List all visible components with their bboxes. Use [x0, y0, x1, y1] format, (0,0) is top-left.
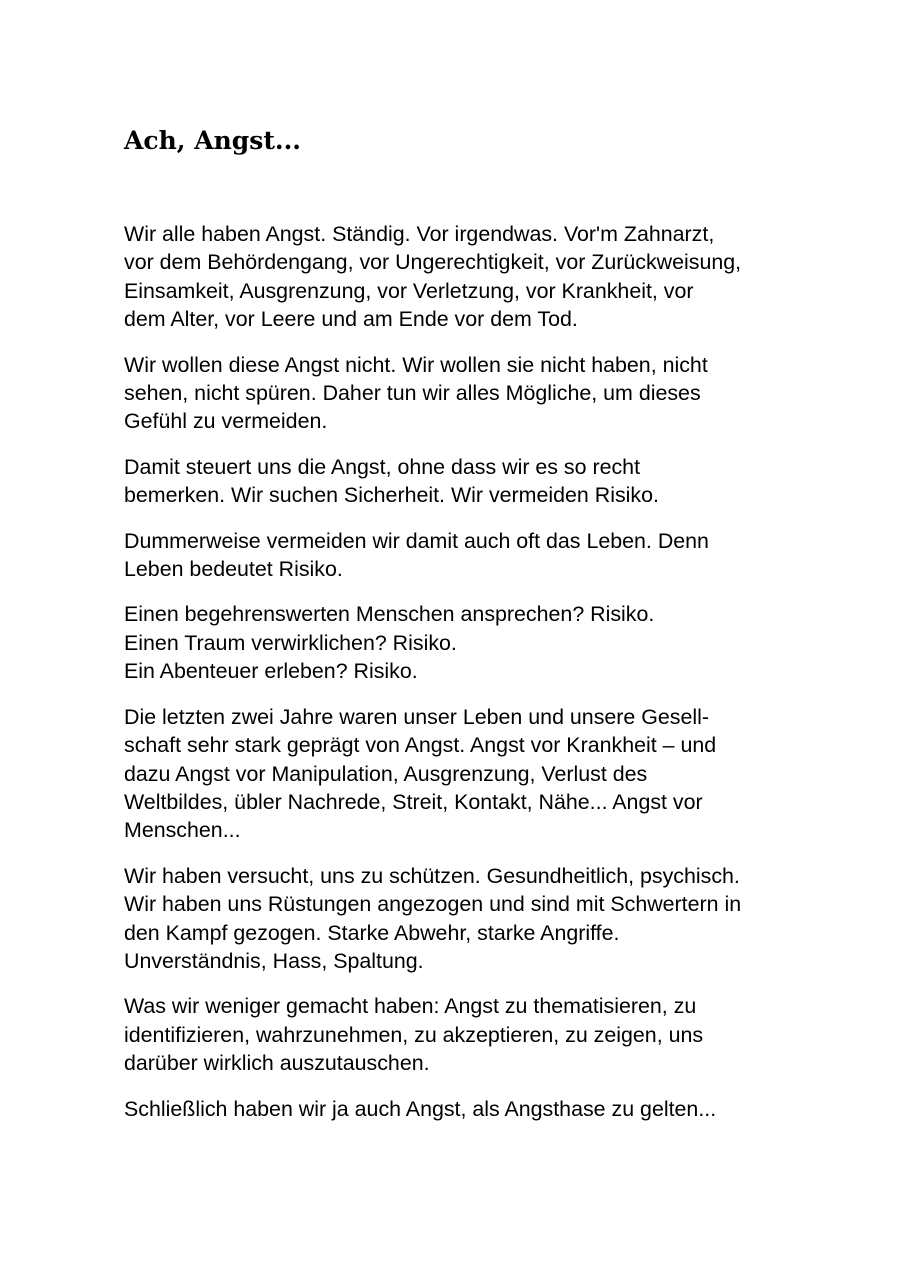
text-line: Wir haben uns Rüstungen angezogen und sind mit Schwertern in: [124, 892, 742, 917]
text-line: Damit steuert uns die Angst, ohne dass wir es so recht: [124, 454, 641, 479]
paragraph-4: [124, 527, 804, 584]
text-line: Weltbildes, übler Nachrede, Streit, Kontakt, Nähe... Angst vor: [124, 789, 703, 814]
text-line: Unverständnis, Hass, Spaltung.: [124, 948, 424, 973]
text-line: identifizieren, wahrzunehmen, zu akzeptieren, zu zeigen, uns: [124, 1022, 704, 1047]
text-line: Einen Traum verwirklichen? Risiko.: [124, 630, 457, 655]
text-line: darüber wirklich auszutauschen.: [124, 1051, 430, 1076]
text-line: Wir haben versucht, uns zu schützen. Gesundheitlich, psychisch.: [124, 863, 740, 888]
paragraph-2: [124, 351, 804, 436]
text-line: Wir alle haben Angst. Ständig. Vor irgendwas. Vor'm Zahnarzt,: [124, 222, 715, 246]
paragraph-9: [124, 1095, 804, 1123]
text-line: schaft sehr stark geprägt von Angst. Angst vor Krankheit – und: [124, 733, 717, 758]
text-line: Einsamkeit, Ausgrenzung, vor Verletzung, vor Krankheit, vor: [124, 278, 694, 303]
paragraph-7: [124, 862, 804, 976]
text-line: sehen, nicht spüren. Daher tun wir alles Mögliche, um dieses: [124, 381, 701, 406]
body-text: [124, 220, 804, 1140]
paragraph-6: [124, 703, 804, 845]
text-line: Was wir weniger gemacht haben: Angst zu thematisieren, zu: [124, 994, 697, 1019]
text-line: Leben bedeutet Risiko.: [124, 557, 343, 582]
paragraph-1: [124, 220, 804, 334]
text-line: Schließlich haben wir ja auch Angst, als Angsthase zu gelten...: [124, 1096, 717, 1121]
text-line: Dummerweise vermeiden wir damit auch oft das Leben. Denn: [124, 528, 709, 553]
paragraph-3: [124, 453, 804, 510]
text-line: den Kampf gezogen. Starke Abwehr, starke Angriffe.: [124, 920, 620, 945]
text-line: dazu Angst vor Manipulation, Ausgrenzung, Verlust des: [124, 761, 648, 786]
text-line: bemerken. Wir suchen Sicherheit. Wir vermeiden Risiko.: [124, 483, 659, 508]
paragraph-5: [124, 600, 804, 685]
text-line: Die letzten zwei Jahre waren unser Leben und unsere Gesell-: [124, 704, 710, 729]
text-line: Gefühl zu vermeiden.: [124, 409, 328, 434]
text-line: Menschen...: [124, 818, 241, 843]
paragraph-8: [124, 992, 804, 1077]
text-line: Ein Abenteuer erleben? Risiko.: [124, 659, 418, 684]
text-line: dem Alter, vor Leere und am Ende vor dem Tod.: [124, 307, 578, 332]
page-title: Ach, Angst...: [124, 126, 301, 155]
text-line: vor dem Behördengang, vor Ungerechtigkeit, vor Zurückweisung,: [124, 250, 742, 275]
text-line: Einen begehrenswerten Menschen ansprechen? Risiko.: [124, 602, 655, 627]
text-line: Wir wollen diese Angst nicht. Wir wollen sie nicht haben, nicht: [124, 352, 708, 377]
